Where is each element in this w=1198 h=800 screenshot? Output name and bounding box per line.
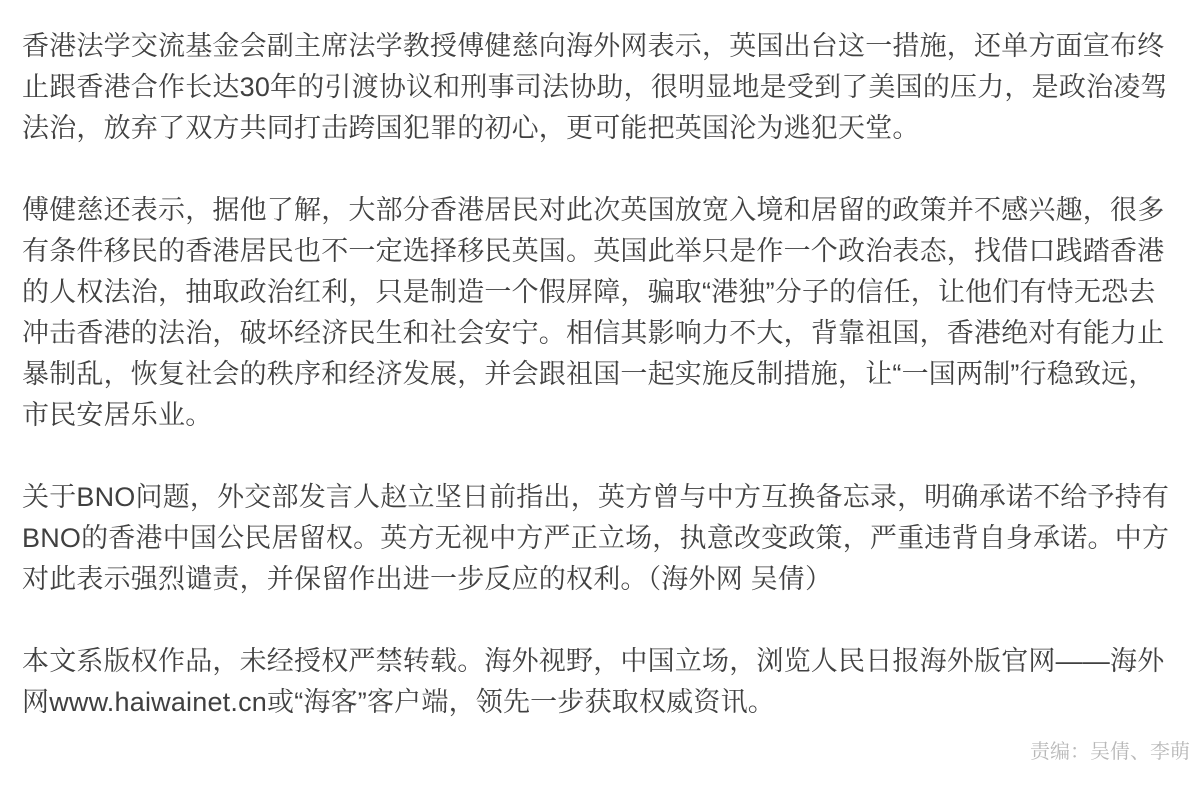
article-paragraph-2: 傅健慈还表示，据他了解，大部分香港居民对此次英国放宽入境和居留的政策并不感兴趣，很多有条件移民的香港居民也不一定选择移民英国。英国此举只是作一个政治表态，找借口践踏香港的人权法治，抽取政治红利，只是制造一个假屏障，骗取“港独”分子的信任，让他们有恃无恐去冲击香港的法治，破坏经济民生和社会安宁。相信其影响力不大，背靠祖国，香港绝对有能力止暴制乱，恢复社会的秩序和经济发展，并会跟祖国一起实施反制措施，让“一国两制”行稳致远，市民安居乐业。 [22,195,1165,430]
article-paragraph-4: 本文系版权作品，未经授权严禁转载。海外视野，中国立场，浏览人民日报海外版官网——海外网www.haiwainet.cn或“海客”客户端，领先一步获取权威资讯。 [22,646,1165,717]
editor-credit: 责编：吴倩、李萌 [1030,741,1190,763]
article-paragraph-1: 香港法学交流基金会副主席法学教授傅健慈向海外网表示，英国出台这一措施，还单方面宣布终止跟香港合作长达30年的引渡协议和刑事司法协助，很明显地是受到了美国的压力，是政治凌驾法治，放弃了双方共同打击跨国犯罪的初心，更可能把英国沦为逃犯天堂。 [22,31,1168,143]
article-paragraph-3: 关于BNO问题，外交部发言人赵立坚日前指出，英方曾与中方互换备忘录，明确承诺不给予持有BNO的香港中国公民居留权。英方无视中方严正立场，执意改变政策，严重违背自身承诺。中方对此表示强烈谴责，并保留作出进一步反应的权利。（海外网 吴倩） [22,482,1170,594]
